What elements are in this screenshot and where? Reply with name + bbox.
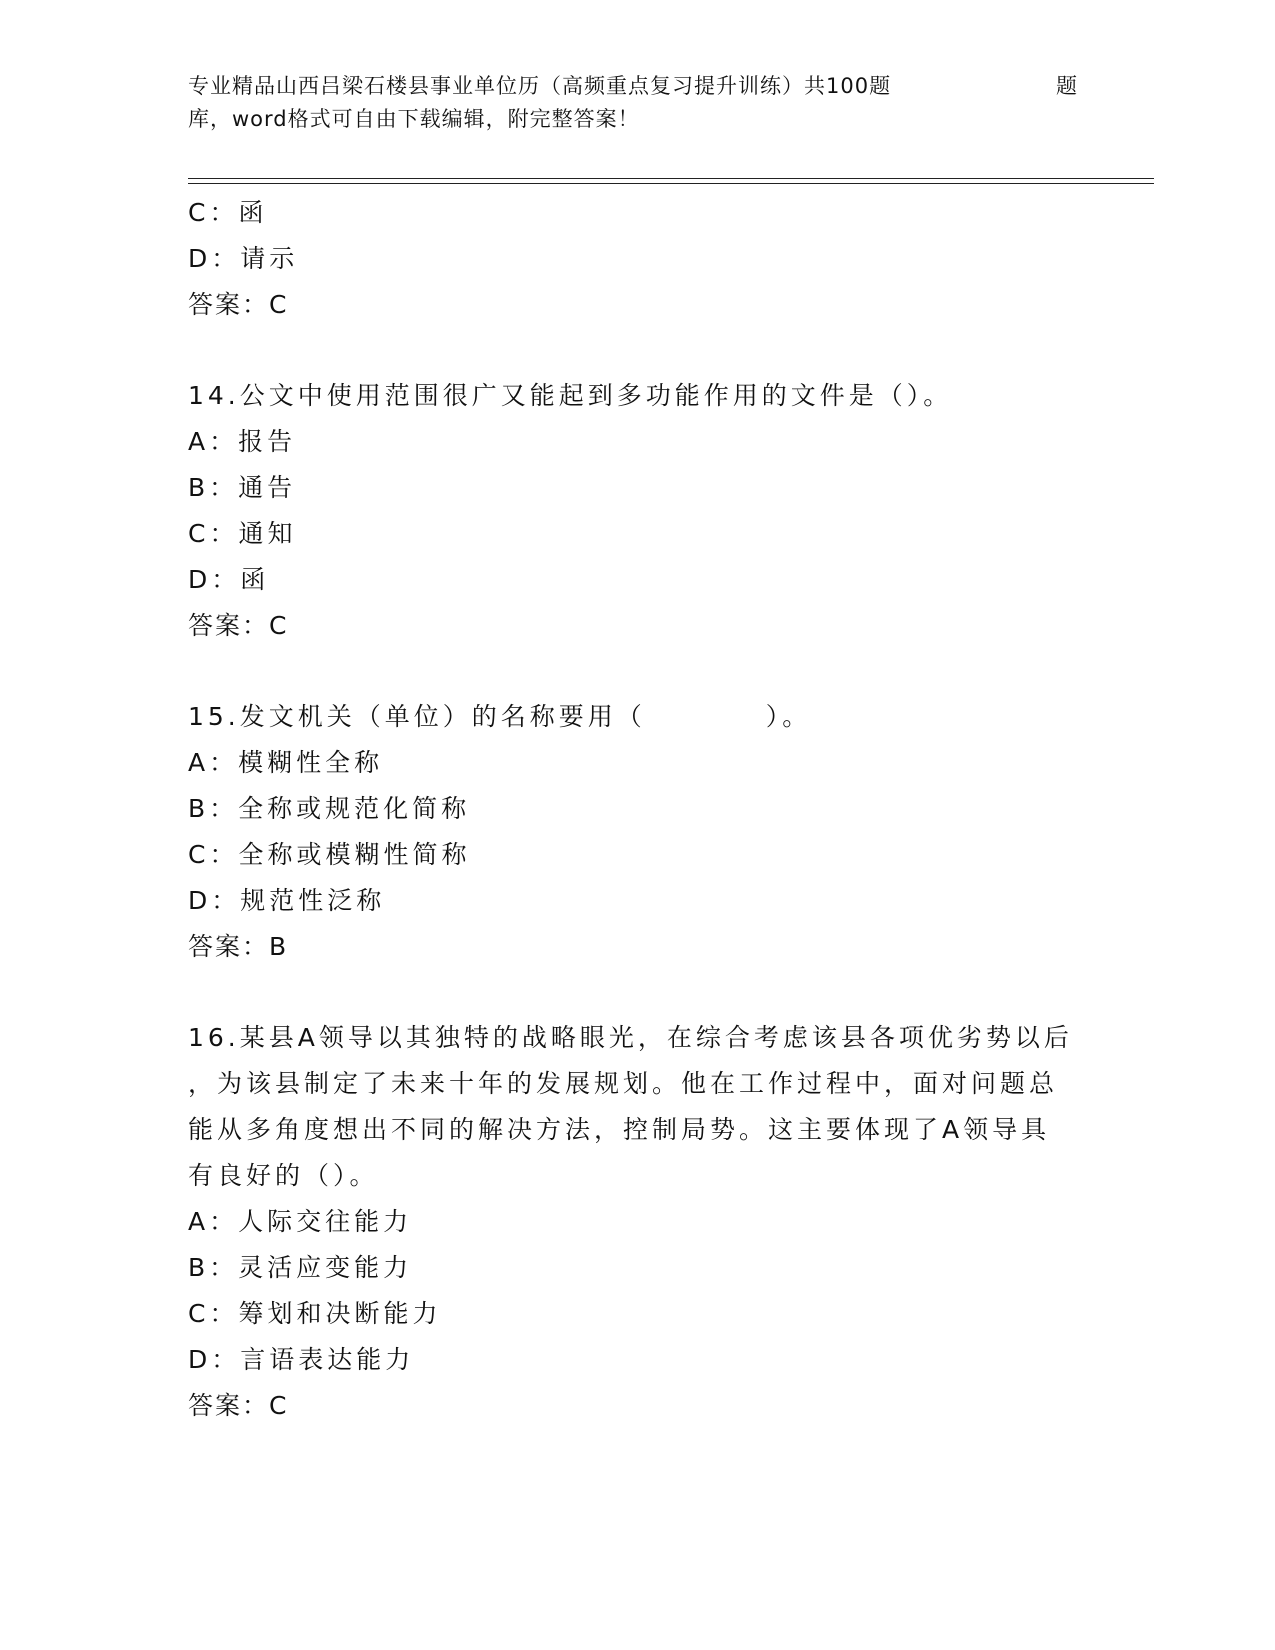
- option-d: D：言语表达能力: [188, 1345, 415, 1374]
- header-line-1: [188, 70, 1088, 103]
- option-c: C：筹划和决断能力: [188, 1299, 442, 1328]
- answer: 答案：C: [188, 1391, 289, 1420]
- header-line-2: 库，word格式可自由下载编辑，附完整答案！: [188, 107, 640, 131]
- option-b: B：灵活应变能力: [188, 1253, 413, 1282]
- option-c: C：全称或模糊性简称: [188, 840, 471, 869]
- option-c: C：通知: [188, 519, 297, 548]
- question-16: [188, 1015, 1088, 1429]
- option-b: B：通告: [188, 473, 297, 502]
- question-stem: [188, 694, 1088, 740]
- question-stem-line-4: 有良好的（）。: [188, 1161, 379, 1190]
- answer: 答案：B: [188, 932, 289, 961]
- question-stem-line-3: 能从多角度想出不同的解决方法，控制局势。这主要体现了A领导具: [188, 1115, 1051, 1144]
- header-divider-top: [188, 178, 1154, 179]
- question-14: [188, 373, 1088, 649]
- question-stem-line-1: 16.某县A领导以其独特的战略眼光，在综合考虑该县各项优劣势以后: [188, 1023, 1073, 1052]
- question-stem: 14.公文中使用范围很广又能起到多功能作用的文件是（）。: [188, 381, 953, 410]
- answer: 答案：C: [188, 290, 289, 319]
- option-a: A：报告: [188, 427, 297, 456]
- option-d: D：请示: [188, 244, 299, 273]
- option-b: B：全称或规范化简称: [188, 794, 471, 823]
- option-c: C：函: [188, 198, 268, 227]
- option-d: D：函: [188, 565, 270, 594]
- option-d: D：规范性泛称: [188, 886, 386, 915]
- header-divider-bottom: [188, 183, 1154, 184]
- stem-after-blank: ）。: [765, 702, 812, 731]
- header-title: 专业精品山西吕梁石楼县事业单位历（高频重点复习提升训练）共100题: [188, 74, 892, 98]
- option-a: A：人际交往能力: [188, 1207, 413, 1236]
- question-13-tail: [188, 190, 1088, 328]
- header-title-tail: 题: [1056, 74, 1078, 98]
- question-list: [188, 190, 1088, 1429]
- answer: 答案：C: [188, 611, 289, 640]
- page-header: [188, 70, 1088, 136]
- question-stem-line-2: ，为该县制定了未来十年的发展规划。他在工作过程中，面对问题总: [188, 1069, 1059, 1098]
- option-a: A：模糊性全称: [188, 748, 384, 777]
- question-15: [188, 694, 1088, 970]
- stem-before-blank: 15.发文机关（单位）的名称要用（: [188, 702, 646, 731]
